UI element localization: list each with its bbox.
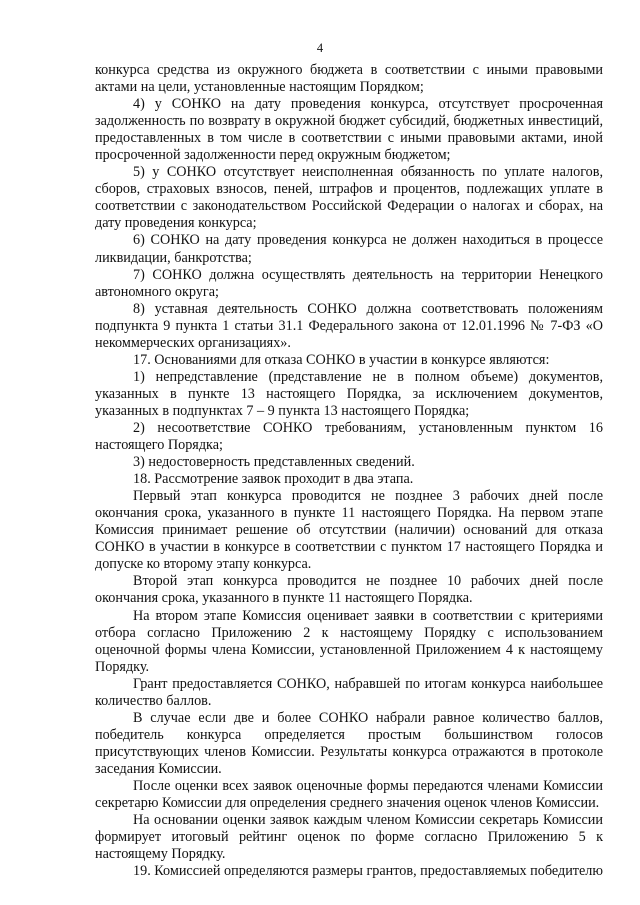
paragraph: На втором этапе Комиссия оценивает заявки в соответствии с критериями отбора согласно Приложению 2 к настоящему Порядку с использованием оценочной формы члена Комиссии, установленной Приложением 4 к настоящему Порядку. <box>95 607 603 675</box>
paragraph: В случае если две и более СОНКО набрали равное количество баллов, победитель конкурса определяется простым большинством голосов присутствующих членов Комиссии. Результаты конкурса отражаются в протоколе заседания Комиссии. <box>95 709 603 777</box>
paragraph: 7) СОНКО должна осуществлять деятельность на территории Ненецкого автономного округа; <box>95 266 603 300</box>
paragraph: После оценки всех заявок оценочные формы передаются членами Комиссии секретарю Комиссии для определения среднего значения оценок членов Комиссии. <box>95 777 603 812</box>
paragraph: 1) непредставление (представление не в полном объеме) документов, указанных в пункте 13 настоящего Порядка, за исключением документов, указанных в подпунктах 7 – 9 пункта 13 настоящего Порядка; <box>95 368 603 419</box>
paragraph: Первый этап конкурса проводится не позднее 3 рабочих дней после окончания срока, указанного в пункте 11 настоящего Порядка. На первом этапе Комиссия принимает решение об отсутствии (наличии) оснований для отказа СОНКО в участии в конкурсе в соответствии с пунктом 17 настоящего Порядка и допуске ко второму этапу конкурса. <box>95 488 603 573</box>
paragraph: 19. Комиссией определяются размеры грантов, предоставляемых победителю <box>133 863 603 880</box>
paragraph: 5) у СОНКО отсутствует неисполненная обязанность по уплате налогов, сборов, страховых взносов, пеней, штрафов и процентов, подлежащих уплате в соответствии с законодательством Российской Федерации о налогах и сборах, на дату проведения конкурса; <box>95 164 603 232</box>
paragraph: 8) уставная деятельность СОНКО должна соответствовать положениям подпункта 9 пункта 1 статьи 31.1 Федерального закона от 12.01.1996 № 7-ФЗ «О некоммерческих организациях». <box>95 300 603 351</box>
document-body <box>95 62 603 880</box>
page-number: 4 <box>316 41 324 55</box>
paragraph: Грант предоставляется СОНКО, набравшей по итогам конкурса наибольшее количество баллов. <box>95 675 603 709</box>
paragraph: 17. Основаниями для отказа СОНКО в участии в конкурсе являются: <box>133 351 550 368</box>
paragraph: На основании оценки заявок каждым членом Комиссии секретарь Комиссии формирует итоговый рейтинг оценок по форме согласно Приложению 5 к настоящему Порядку. <box>95 812 603 863</box>
paragraph: 18. Рассмотрение заявок проходит в два этапа. <box>133 471 414 488</box>
paragraph: 2) несоответствие СОНКО требованиям, установленным пунктом 16 настоящего Порядка; <box>95 419 603 454</box>
paragraph: 4) у СОНКО на дату проведения конкурса, отсутствует просроченная задолженность по возврату в окружной бюджет субсидий, бюджетных инвестиций, предоставленных в том числе в соответствии с иными правовыми актами, иной просроченной задолженности перед окружным бюджетом; <box>95 96 603 164</box>
paragraph: Второй этап конкурса проводится не позднее 10 рабочих дней после окончания срока, указанного в пункте 11 настоящего Порядка. <box>95 573 603 607</box>
paragraph: 3) недостоверность представленных сведений. <box>133 454 415 471</box>
paragraph: конкурса средства из окружного бюджета в соответствии с иными правовыми актами на цели, установленные настоящим Порядком; <box>95 62 603 96</box>
paragraph: 6) СОНКО на дату проведения конкурса не должен находиться в процессе ликвидации, банкротства; <box>95 232 603 266</box>
